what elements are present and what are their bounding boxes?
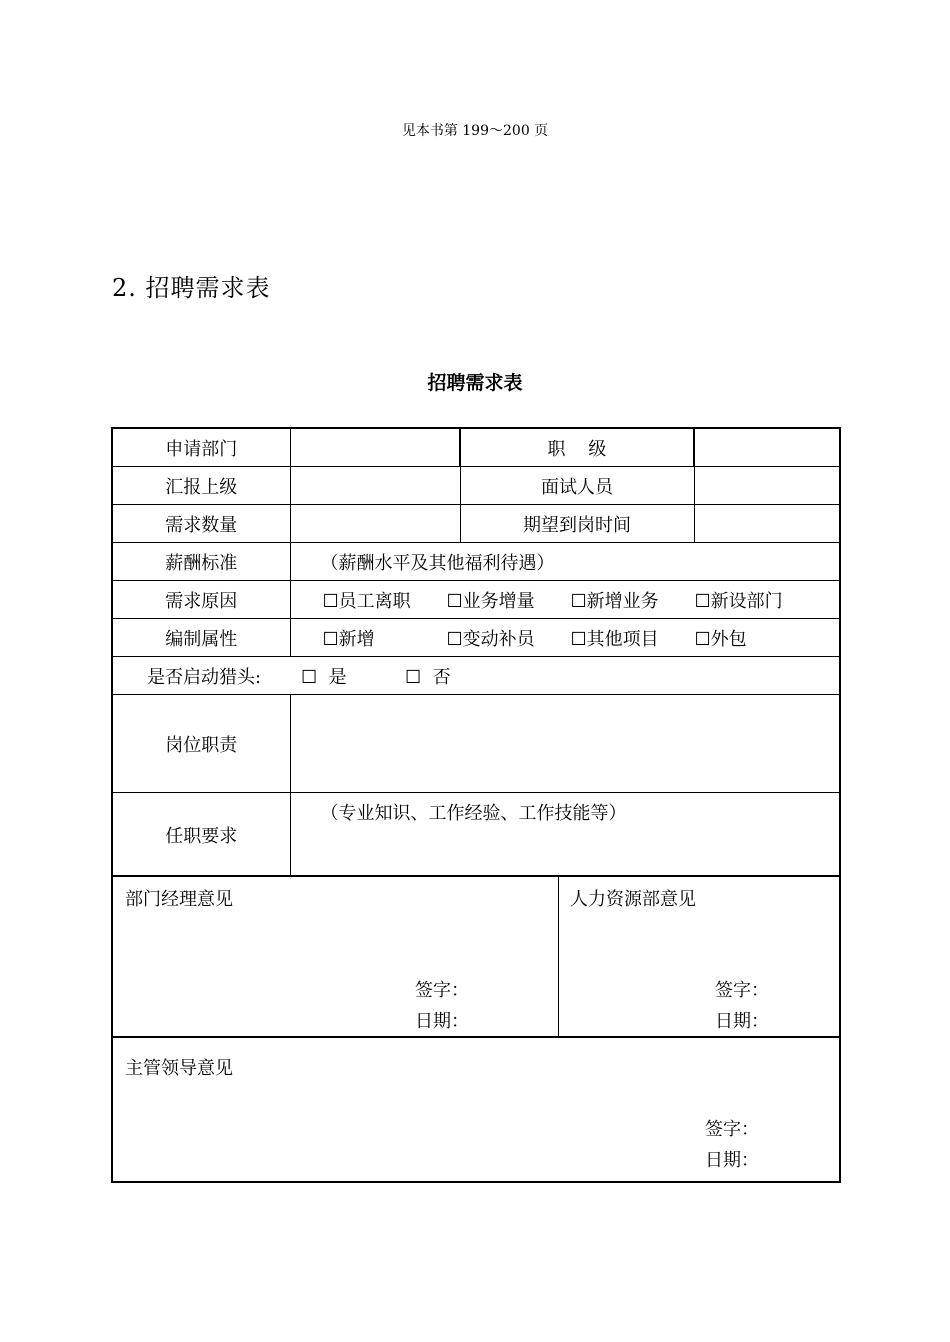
label-interviewer: 面试人员: [460, 467, 694, 505]
row-reason: [112, 581, 840, 619]
label-supervisor: 主管领导意见: [125, 1058, 233, 1079]
row-duties: [112, 695, 840, 793]
checkbox-headhunter-yes[interactable]: ☐ 是: [301, 666, 347, 688]
checkbox-new-department[interactable]: ☐新设部门: [694, 590, 783, 612]
label-headcount: 需求数量: [112, 505, 290, 543]
reason-options: [290, 581, 840, 619]
staffing-options: [290, 619, 840, 657]
hr-date: 日期：: [715, 1011, 769, 1032]
row-headhunter: [112, 657, 840, 695]
label-dept-manager: 部门经理意见: [125, 889, 233, 910]
checkbox-headhunter-no[interactable]: ☐ 否: [405, 666, 451, 688]
field-interviewer[interactable]: [694, 467, 840, 505]
salary-hint: （薪酬水平及其他福利待遇）: [320, 552, 555, 574]
dept-manager-sign: 签字：: [415, 980, 469, 1001]
checkbox-new-headcount[interactable]: ☐新增: [322, 628, 375, 650]
opinions-cell: [112, 876, 840, 1037]
dept-manager-date: 日期：: [415, 1011, 469, 1032]
checkbox-business-growth[interactable]: ☐业务增量: [446, 590, 535, 612]
checkbox-replacement[interactable]: ☐变动补员: [446, 628, 535, 650]
label-expected-date: 期望到岗时间: [460, 505, 694, 543]
row-headcount: [112, 505, 840, 543]
label-department: 申请部门: [112, 428, 290, 467]
row-opinions: [112, 876, 840, 1037]
page-note: 见本书第 199～200 页: [401, 123, 549, 139]
row-requirements: [112, 793, 840, 877]
checkbox-resignation[interactable]: ☐员工离职: [322, 590, 411, 612]
label-staffing: 编制属性: [112, 619, 290, 657]
row-report-to: [112, 467, 840, 505]
label-reason: 需求原因: [112, 581, 290, 619]
supervisor-wrap: [113, 1038, 839, 1181]
recruitment-form: [111, 427, 841, 1183]
label-headhunter: 是否启动猎头:: [147, 666, 262, 688]
supervisor-opinion[interactable]: [112, 1037, 840, 1182]
opinions-wrap: [113, 877, 839, 1036]
headhunter-cell: [112, 657, 840, 695]
row-salary: [112, 543, 840, 581]
label-requirements: 任职要求: [112, 793, 290, 877]
field-expected-date[interactable]: [694, 505, 840, 543]
field-headcount[interactable]: [290, 505, 460, 543]
requirements-hint: （专业知识、工作经验、工作技能等）: [320, 803, 627, 824]
label-hr: 人力资源部意见: [570, 889, 696, 910]
row-staffing: [112, 619, 840, 657]
row-department: [112, 428, 840, 467]
supervisor-date: 日期：: [705, 1150, 759, 1171]
checkbox-outsourcing[interactable]: ☐外包: [694, 628, 747, 650]
checkbox-other-project[interactable]: ☐其他项目: [570, 628, 659, 650]
field-rank[interactable]: [694, 428, 840, 467]
form-title: 招聘需求表: [427, 372, 523, 394]
checkbox-new-business[interactable]: ☐新增业务: [570, 590, 659, 612]
section-heading: 2. 招聘需求表: [112, 274, 271, 302]
label-duties: 岗位职责: [112, 695, 290, 793]
label-rank: 职 级: [460, 428, 694, 467]
row-supervisor: [112, 1037, 840, 1182]
field-report-to[interactable]: [290, 467, 460, 505]
field-requirements[interactable]: [290, 793, 840, 877]
dept-manager-opinion[interactable]: [113, 877, 559, 1036]
field-duties[interactable]: [290, 695, 840, 793]
hr-sign: 签字：: [715, 980, 769, 1001]
hr-opinion[interactable]: [559, 877, 839, 1036]
field-department[interactable]: [290, 428, 460, 467]
label-report-to: 汇报上级: [112, 467, 290, 505]
label-salary: 薪酬标准: [112, 543, 290, 581]
field-salary[interactable]: [290, 543, 840, 581]
supervisor-sign: 签字：: [705, 1119, 759, 1140]
